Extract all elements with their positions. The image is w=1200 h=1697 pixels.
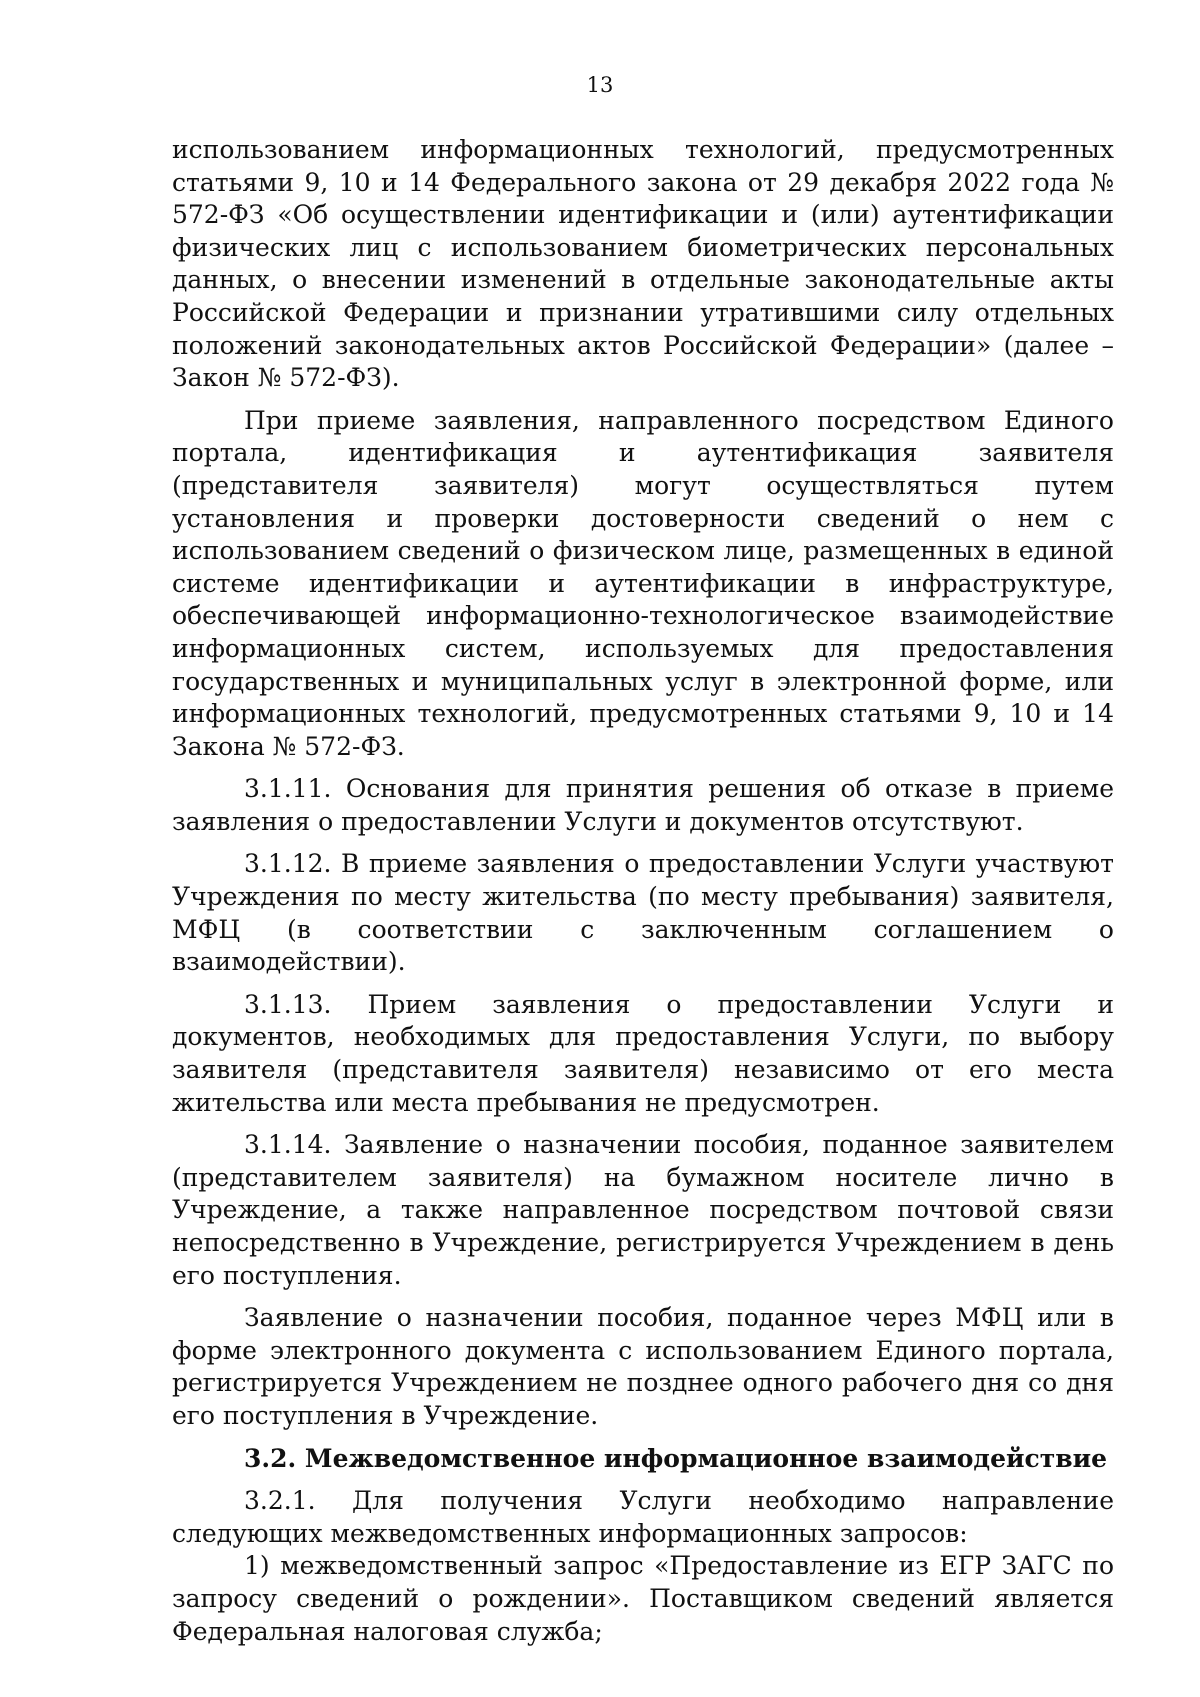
paragraph-continuation: использованием информационных технологий, предусмотренных статьями 9, 10 и 14 Федерального закона от 29 декабря 2022 года № 572-ФЗ «Об осуществлении идентификации и (или) аутентификации физических лиц с использованием биометрических персональных данных, о внесении изменений в отдельные законодательные акты Российской Федерации и признании утратившими силу отдельных положений законодательных актов Российской Федерации» (далее – Закон № 572-ФЗ). xyxy=(172,135,1114,393)
list-item-1: 1) межведомственный запрос «Предоставление из ЕГР ЗАГС по запросу сведений о рождении». Поставщиком сведений является Федеральная налоговая служба; xyxy=(172,1551,1114,1646)
page-number: 13 xyxy=(586,73,614,97)
paragraph-registration: Заявление о назначении пособия, поданное через МФЦ или в форме электронного документа с использованием Единого портала, регистрируется Учреждением не позднее одного рабочего дня со дня его поступления в Учреждение. xyxy=(172,1303,1114,1430)
paragraph-3-1-14: 3.1.14. Заявление о назначении пособия, поданное заявителем (представителем заявителя) на бумажном носителе лично в Учреждение, а также направленное посредством почтовой связи непосредственно в Учреждение, регистрируется Учреждением в день его поступления. xyxy=(172,1130,1114,1290)
paragraph-3-1-11: 3.1.11. Основания для принятия решения об отказе в приеме заявления о предоставлении Услуги и документов отсутствуют. xyxy=(172,774,1114,836)
paragraph-3-2-1: 3.2.1. Для получения Услуги необходимо направление следующих межведомственных информационных запросов: xyxy=(172,1486,1114,1548)
paragraph-3-1-13: 3.1.13. Прием заявления о предоставлении Услуги и документов, необходимых для предоставления Услуги, по выбору заявителя (представителя заявителя) независимо от его места жительства или места пребывания не предусмотрен. xyxy=(172,989,1114,1117)
paragraph-identification: При приеме заявления, направленного посредством Единого портала, идентификация и аутентификация заявителя (представителя заявителя) могут осуществляться путем установления и проверки достоверности сведений о нем с использованием сведений о физическом лице, размещенных в единой системе идентификации и аутентификации в инфраструктуре, обеспечивающей информационно-технологическое взаимодействие информационных систем, используемых для предоставления государственных и муниципальных услуг в электронной форме, или информационных технологий, предусмотренных статьями 9, 10 и 14 Закона № 572-ФЗ. xyxy=(172,405,1114,761)
paragraph-3-1-12: 3.1.12. В приеме заявления о предоставлении Услуги участвуют Учреждения по месту жительства (по месту пребывания) заявителя, МФЦ (в соответствии с заключенным соглашением о взаимодействии). xyxy=(172,849,1114,977)
section-heading-3-2: 3.2. Межведомственное информационное взаимодействие xyxy=(244,1443,1108,1473)
document-body xyxy=(172,134,1114,1648)
